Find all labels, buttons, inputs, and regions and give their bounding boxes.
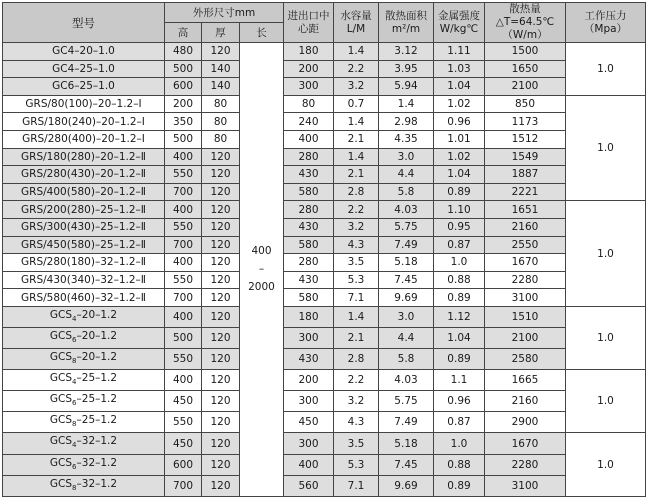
thickness-cell: 120 [202, 254, 240, 272]
water-capacity-cell: 1.4 [334, 306, 379, 327]
heat-output-cell: 1650 [485, 60, 566, 78]
metal-intensity-cell: 1.02 [434, 95, 485, 113]
center-distance-cell: 580 [284, 236, 334, 254]
metal-intensity-cell: 0.89 [434, 349, 485, 370]
height-cell: 400 [165, 201, 202, 219]
heat-area-cell: 5.8 [379, 183, 434, 201]
water-capacity-header: 水容量L/M [334, 3, 379, 43]
model-suffix: –20–1.2 [76, 351, 118, 364]
metal-intensity-cell: 1.11 [434, 43, 485, 61]
water-capacity-cell: 5.3 [334, 454, 379, 475]
model-name: GRS/450(580)–25–1.2–Ⅱ [21, 238, 146, 251]
height-cell: 500 [165, 130, 202, 148]
water-capacity-cell: 7.1 [334, 475, 379, 496]
model-subscript: 8 [72, 483, 77, 492]
model-subscript: 4 [72, 315, 77, 323]
model-cell [3, 236, 165, 254]
center-distance-cell: 430 [284, 349, 334, 370]
thickness-cell: 120 [202, 148, 240, 166]
model-suffix: –32–1.2 [76, 456, 118, 469]
heat-output-cell: 1510 [485, 306, 566, 327]
model-subscript: 6 [72, 462, 77, 471]
table-row [3, 60, 646, 78]
height-cell: 550 [165, 218, 202, 236]
thickness-cell: 120 [202, 412, 240, 433]
thickness-cell: 120 [202, 454, 240, 475]
metal-intensity-cell: 1.0 [434, 433, 485, 454]
table-row [3, 412, 646, 433]
model-name: GRS/280(430)–20–1.2–Ⅱ [21, 168, 146, 181]
table-row [3, 218, 646, 236]
height-cell: 700 [165, 236, 202, 254]
water-capacity-cell: 7.1 [334, 289, 379, 307]
thickness-cell: 120 [202, 236, 240, 254]
height-cell: 400 [165, 254, 202, 272]
center-distance-cell: 430 [284, 271, 334, 289]
height-cell: 400 [165, 148, 202, 166]
model-cell [3, 43, 165, 61]
model-cell [3, 254, 165, 272]
heat-output-cell: 2100 [485, 328, 566, 349]
center-distance-cell: 200 [284, 60, 334, 78]
thickness-cell: 120 [202, 166, 240, 184]
center-distance-cell: 450 [284, 412, 334, 433]
header-row-1 [3, 3, 646, 23]
model-subscript: 6 [72, 336, 77, 345]
heat-area-cell: 5.75 [379, 218, 434, 236]
center-distance-cell: 430 [284, 166, 334, 184]
metal-intensity-cell: 1.01 [434, 130, 485, 148]
thickness-cell: 120 [202, 370, 240, 391]
height-cell: 700 [165, 475, 202, 496]
model-cell [3, 218, 165, 236]
water-capacity-cell: 2.1 [334, 328, 379, 349]
center-distance-cell: 300 [284, 391, 334, 412]
thickness-cell: 120 [202, 475, 240, 496]
model-cell [3, 95, 165, 113]
model-name: GRS/80(100)–20–1.2–Ⅰ [25, 98, 142, 111]
height-cell: 700 [165, 183, 202, 201]
heat-output-cell: 1887 [485, 166, 566, 184]
length-header: 长 [240, 23, 284, 43]
model-cell [3, 113, 165, 131]
table-row [3, 95, 646, 113]
pressure-cell: 1.0 [566, 95, 646, 201]
height-cell: 480 [165, 43, 202, 61]
table-row [3, 391, 646, 412]
model-header: 型号 [3, 3, 165, 43]
heat-area-cell: 5.18 [379, 254, 434, 272]
model-cell [3, 166, 165, 184]
thickness-cell: 120 [202, 271, 240, 289]
height-cell: 700 [165, 289, 202, 307]
metal-intensity-cell: 0.89 [434, 289, 485, 307]
model-suffix: –32–1.2 [76, 477, 118, 490]
height-header: 高 [165, 23, 202, 43]
table-row [3, 433, 646, 454]
thickness-cell: 120 [202, 201, 240, 219]
pressure-cell: 1.0 [566, 201, 646, 307]
model-name: GRS/580(460)–32–1.2–Ⅱ [21, 291, 146, 304]
model-cell [3, 391, 165, 412]
heat-output-cell: 3100 [485, 289, 566, 307]
model-suffix: –20–1.2 [76, 330, 118, 342]
table-row [3, 475, 646, 496]
height-cell: 550 [165, 412, 202, 433]
model-cell [3, 289, 165, 307]
length-cell [240, 43, 284, 497]
model-name: GCS [49, 308, 73, 321]
thickness-cell: 120 [202, 289, 240, 307]
metal-intensity-cell: 1.1 [434, 370, 485, 391]
water-capacity-cell: 1.4 [334, 43, 379, 61]
thickness-cell: 120 [202, 218, 240, 236]
heat-output-header: 散热量△T=64.5℃（W/m） [485, 3, 566, 43]
water-capacity-cell: 2.8 [334, 183, 379, 201]
model-name: GCS [49, 414, 73, 427]
model-subscript: 8 [72, 420, 77, 429]
model-name: GC6–25–1.0 [52, 80, 115, 93]
model-cell [3, 306, 165, 327]
center-distance-header: 进出口中心距 [284, 3, 334, 43]
table-row [3, 78, 646, 96]
thickness-cell: 120 [202, 328, 240, 349]
center-distance-cell: 580 [284, 289, 334, 307]
model-name: GRS/180(240)–20–1.2–Ⅰ [22, 115, 145, 128]
model-subscript: 8 [72, 357, 77, 366]
height-cell: 500 [165, 60, 202, 78]
model-cell [3, 328, 165, 349]
heat-output-cell: 1665 [485, 370, 566, 391]
heat-area-cell: 3.95 [379, 60, 434, 78]
heat-area-cell: 4.4 [379, 166, 434, 184]
heat-area-cell: 3.0 [379, 148, 434, 166]
thickness-cell: 80 [202, 95, 240, 113]
model-subscript: 4 [72, 378, 77, 387]
height-cell: 550 [165, 271, 202, 289]
water-capacity-cell: 4.3 [334, 236, 379, 254]
metal-intensity-cell: 0.88 [434, 454, 485, 475]
table-row [3, 148, 646, 166]
thickness-cell: 120 [202, 433, 240, 454]
model-name: GCS [49, 435, 73, 448]
metal-intensity-cell: 1.04 [434, 166, 485, 184]
metal-intensity-cell: 1.12 [434, 306, 485, 327]
center-distance-cell: 180 [284, 43, 334, 61]
model-name: GC4–25–1.0 [52, 62, 115, 75]
model-cell [3, 412, 165, 433]
model-name: GRS/400(580)–20–1.2–Ⅱ [21, 186, 146, 199]
center-distance-cell: 430 [284, 218, 334, 236]
water-capacity-cell: 4.3 [334, 412, 379, 433]
model-name: GCS [49, 330, 73, 342]
model-name: GCS [49, 456, 73, 469]
model-subscript: 4 [72, 441, 77, 450]
heat-output-cell: 1512 [485, 130, 566, 148]
table-row [3, 306, 646, 327]
metal-intensity-header: 金属强度W/kg℃ [434, 3, 485, 43]
model-suffix: –25–1.2 [76, 393, 118, 406]
water-capacity-cell: 3.2 [334, 78, 379, 96]
water-capacity-cell: 2.8 [334, 349, 379, 370]
model-name: GRS/280(400)–20–1.2–Ⅰ [22, 133, 145, 146]
height-cell: 200 [165, 95, 202, 113]
water-capacity-cell: 3.2 [334, 218, 379, 236]
model-name: GRS/180(280)–20–1.2–Ⅱ [21, 150, 146, 163]
length-value: 400 [251, 245, 272, 258]
heat-area-cell: 7.49 [379, 412, 434, 433]
heat-area-cell: 3.12 [379, 43, 434, 61]
model-cell [3, 201, 165, 219]
heat-output-cell: 1670 [485, 433, 566, 454]
table-row [3, 254, 646, 272]
table-row [3, 183, 646, 201]
model-name: GCS [49, 351, 73, 364]
heat-area-cell: 2.98 [379, 113, 434, 131]
model-suffix: –25–1.2 [76, 414, 118, 427]
heat-output-cell: 2280 [485, 271, 566, 289]
heat-area-cell: 3.0 [379, 306, 434, 327]
metal-intensity-cell: 0.87 [434, 412, 485, 433]
heat-output-cell: 2160 [485, 218, 566, 236]
water-capacity-cell: 3.5 [334, 254, 379, 272]
water-capacity-cell: 3.2 [334, 391, 379, 412]
metal-intensity-cell: 1.04 [434, 328, 485, 349]
thickness-cell: 120 [202, 391, 240, 412]
height-cell: 500 [165, 328, 202, 349]
table-row [3, 130, 646, 148]
thickness-cell: 120 [202, 349, 240, 370]
model-name: GRS/280(180)–32–1.2–Ⅱ [21, 256, 146, 269]
table-row [3, 166, 646, 184]
heat-area-cell: 7.45 [379, 271, 434, 289]
table-row [3, 370, 646, 391]
pressure-cell: 1.0 [566, 433, 646, 496]
height-cell: 400 [165, 306, 202, 327]
radiator-spec-table [2, 2, 646, 497]
heat-area-cell: 4.4 [379, 328, 434, 349]
height-cell: 550 [165, 166, 202, 184]
length-value: 2000 [248, 281, 275, 294]
model-cell [3, 433, 165, 454]
table-row [3, 271, 646, 289]
model-suffix: –25–1.2 [76, 372, 118, 385]
table-row [3, 236, 646, 254]
center-distance-cell: 300 [284, 433, 334, 454]
center-distance-cell: 80 [284, 95, 334, 113]
thickness-cell: 120 [202, 43, 240, 61]
center-distance-cell: 300 [284, 78, 334, 96]
heat-area-cell: 4.03 [379, 201, 434, 219]
heat-area-cell: 9.69 [379, 475, 434, 496]
center-distance-cell: 200 [284, 370, 334, 391]
center-distance-cell: 400 [284, 454, 334, 475]
model-cell [3, 148, 165, 166]
model-subscript: 6 [72, 399, 77, 408]
water-capacity-cell: 1.4 [334, 148, 379, 166]
heat-area-cell: 7.45 [379, 454, 434, 475]
model-cell [3, 78, 165, 96]
model-suffix: –20–1.2 [76, 308, 118, 321]
metal-intensity-cell: 1.10 [434, 201, 485, 219]
model-cell [3, 130, 165, 148]
heat-output-cell: 3100 [485, 475, 566, 496]
heat-output-cell: 1651 [485, 201, 566, 219]
heat-output-cell: 850 [485, 95, 566, 113]
table-row [3, 328, 646, 349]
center-distance-cell: 280 [284, 254, 334, 272]
heat-area-cell: 5.75 [379, 391, 434, 412]
height-cell: 550 [165, 349, 202, 370]
water-capacity-cell: 5.3 [334, 271, 379, 289]
model-suffix: –32–1.2 [76, 435, 118, 448]
pressure-header: 工作压力（Mpa） [566, 3, 646, 43]
table-row [3, 289, 646, 307]
model-name: GC4–20–1.0 [52, 45, 115, 58]
height-cell: 600 [165, 78, 202, 96]
center-distance-cell: 240 [284, 113, 334, 131]
model-name: GCS [49, 477, 73, 490]
thickness-cell: 140 [202, 60, 240, 78]
model-cell [3, 475, 165, 496]
metal-intensity-cell: 0.88 [434, 271, 485, 289]
model-cell [3, 183, 165, 201]
heat-area-header: 散热面积m²/m [379, 3, 434, 43]
heat-area-cell: 1.4 [379, 95, 434, 113]
heat-output-cell: 2280 [485, 454, 566, 475]
heat-output-cell: 1670 [485, 254, 566, 272]
water-capacity-cell: 0.7 [334, 95, 379, 113]
model-name: GCS [49, 372, 73, 385]
metal-intensity-cell: 0.89 [434, 183, 485, 201]
metal-intensity-cell: 0.95 [434, 218, 485, 236]
model-cell [3, 271, 165, 289]
length-value: – [258, 263, 265, 276]
pressure-cell: 1.0 [566, 306, 646, 369]
water-capacity-cell: 2.1 [334, 130, 379, 148]
heat-output-cell: 2550 [485, 236, 566, 254]
metal-intensity-cell: 0.87 [434, 236, 485, 254]
pressure-cell: 1.0 [566, 370, 646, 433]
thickness-cell: 140 [202, 78, 240, 96]
heat-output-cell: 2580 [485, 349, 566, 370]
model-cell [3, 370, 165, 391]
thickness-cell: 80 [202, 130, 240, 148]
thickness-cell: 120 [202, 183, 240, 201]
center-distance-cell: 560 [284, 475, 334, 496]
table-row [3, 349, 646, 370]
thickness-cell: 120 [202, 306, 240, 327]
dimensions-header: 外形尺寸mm [165, 3, 284, 23]
center-distance-cell: 400 [284, 130, 334, 148]
heat-output-cell: 1173 [485, 113, 566, 131]
heat-output-cell: 1549 [485, 148, 566, 166]
center-distance-cell: 280 [284, 201, 334, 219]
metal-intensity-cell: 0.96 [434, 391, 485, 412]
center-distance-cell: 280 [284, 148, 334, 166]
height-cell: 450 [165, 433, 202, 454]
metal-intensity-cell: 0.96 [434, 113, 485, 131]
model-cell [3, 454, 165, 475]
heat-area-cell: 5.94 [379, 78, 434, 96]
height-cell: 350 [165, 113, 202, 131]
metal-intensity-cell: 1.02 [434, 148, 485, 166]
water-capacity-cell: 2.2 [334, 60, 379, 78]
table-row [3, 113, 646, 131]
heat-output-cell: 2900 [485, 412, 566, 433]
heat-area-cell: 4.03 [379, 370, 434, 391]
height-cell: 450 [165, 391, 202, 412]
table-row [3, 454, 646, 475]
water-capacity-cell: 3.5 [334, 433, 379, 454]
heat-output-cell: 2100 [485, 78, 566, 96]
metal-intensity-cell: 0.89 [434, 475, 485, 496]
model-cell [3, 60, 165, 78]
heat-output-cell: 1500 [485, 43, 566, 61]
heat-output-cell: 2160 [485, 391, 566, 412]
thickness-header: 厚 [202, 23, 240, 43]
height-cell: 600 [165, 454, 202, 475]
heat-area-cell: 5.8 [379, 349, 434, 370]
center-distance-cell: 580 [284, 183, 334, 201]
model-name: GCS [49, 393, 73, 406]
model-cell [3, 349, 165, 370]
water-capacity-cell: 2.2 [334, 201, 379, 219]
metal-intensity-cell: 1.04 [434, 78, 485, 96]
heat-output-cell: 2221 [485, 183, 566, 201]
model-name: GRS/430(340)–32–1.2–Ⅱ [21, 274, 146, 287]
height-cell: 400 [165, 370, 202, 391]
metal-intensity-cell: 1.0 [434, 254, 485, 272]
table-row [3, 201, 646, 219]
center-distance-cell: 180 [284, 306, 334, 327]
water-capacity-cell: 2.1 [334, 166, 379, 184]
heat-area-cell: 7.49 [379, 236, 434, 254]
center-distance-cell: 300 [284, 328, 334, 349]
heat-area-cell: 9.69 [379, 289, 434, 307]
heat-area-cell: 5.18 [379, 433, 434, 454]
water-capacity-cell: 1.4 [334, 113, 379, 131]
water-capacity-cell: 2.2 [334, 370, 379, 391]
pressure-cell: 1.0 [566, 43, 646, 96]
table-row [3, 43, 646, 61]
model-name: GRS/300(430)–25–1.2–Ⅱ [21, 221, 146, 234]
thickness-cell: 80 [202, 113, 240, 131]
model-name: GRS/200(280)–25–1.2–Ⅱ [21, 203, 146, 216]
metal-intensity-cell: 1.03 [434, 60, 485, 78]
heat-area-cell: 4.35 [379, 130, 434, 148]
